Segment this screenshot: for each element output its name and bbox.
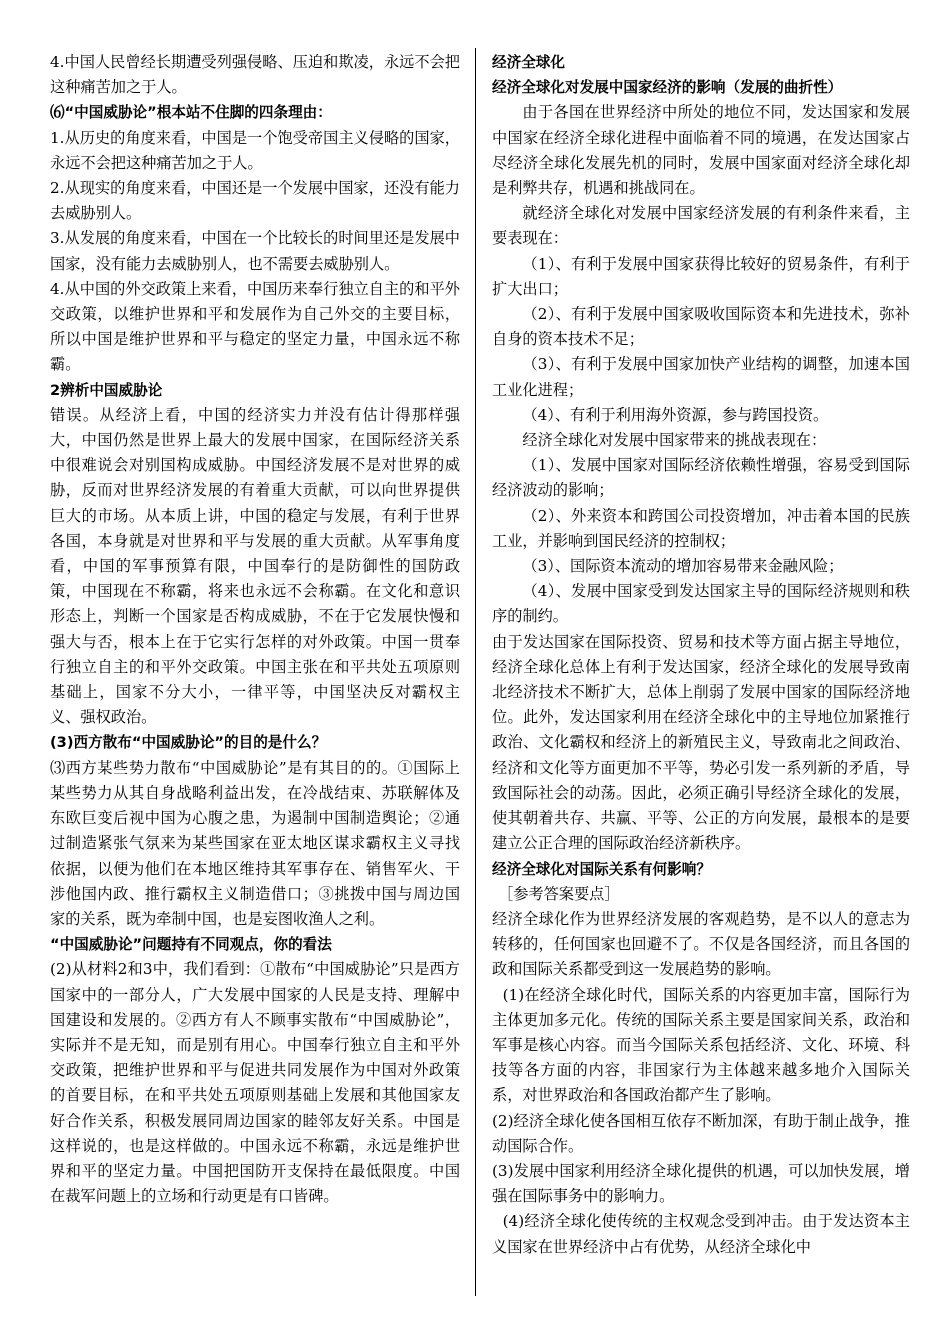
- right-heading: 经济全球化对发展中国家经济的影响（发展的曲折性）: [492, 79, 843, 97]
- right-paragraph: (4)经济全球化使传统的主权观念受到冲击。由于发达资本主义国家在世界经济中占有优势，从经济全球化中: [492, 1212, 910, 1256]
- left-heading: (3)西方散布“中国威胁论”的目的是什么？: [50, 734, 327, 752]
- left-paragraph: 4.中国人民曾经长期遭受列强侵略、压迫和欺凌，永远不会把这种痛苦加之于人。: [50, 53, 460, 97]
- left-paragraph: 4.从中国的外交政策上来看，中国历来奉行独立自主的和平外交政策，以维护世界和平和发展作为自己外交的主要目标，所以中国是维护世界和平与稳定的坚定力量，中国永远不称霸。: [50, 279, 460, 374]
- left-heading: 2辨析中国威胁论: [50, 381, 163, 399]
- right-paragraph: （4）、发展中国家受到发达国家主导的国际经济规则和秩序的制约。: [492, 582, 910, 626]
- right-heading: 经济全球化对国际关系有何影响？: [492, 860, 711, 878]
- left-heading: “中国威胁论”问题持有不同观点，你的看法: [50, 936, 332, 954]
- left-paragraph: 1.从历史的角度来看，中国是一个饱受帝国主义侵略的国家，永远不会把这种痛苦加之于人。: [50, 128, 460, 172]
- right-paragraph: （4）、有利于利用海外资源，参与跨国投资。: [522, 405, 829, 424]
- left-paragraph: 2.从现实的角度来看，中国还是一个发展中国家，还没有能力去威胁别人。: [50, 179, 460, 223]
- right-paragraph: (1)在经济全球化时代，国际关系的内容更加丰富，国际行为主体更加多元化。传统的国际关系主要是国家间关系，政治和军事是核心内容。而当今国际关系包括经济、文化、环境、科技等各方面的内容，非国家行为主体越来越多地介入国际关系，对世界政治和各国政治都产生了影响。: [492, 985, 910, 1105]
- right-paragraph: （3）、国际资本流动的增加容易带来金融风险；: [522, 557, 844, 576]
- right-paragraph: （1）、有利于发展中国家获得比较好的贸易条件，有利于扩大出口；: [492, 254, 910, 298]
- right-paragraph: 经济全球化对发展中国家带来的挑战表现在：: [522, 431, 827, 450]
- right-heading: 经济全球化: [492, 54, 565, 71]
- right-paragraph: (3)发展中国家利用经济全球化提供的机遇，可以加快发展，增强在国际事务中的影响力。: [492, 1161, 910, 1206]
- left-column: [50, 50, 460, 1209]
- right-paragraph: 由于发达国家在国际投资、贸易和技术等方面占据主导地位，经济全球化总体上有利于发达国家，经济全球化的发展导致南北经济技术不断扩大，总体上削弱了发展中国家的国际经济地位。此外，发达国家利用在经济全球化中的主导地位加紧推行政治、文化霸权和经济上的新殖民主义，导致南北之间政治、经济和文化等方面更加不平等，势必引发一系列新的矛盾，导致国际社会的动荡。因此，必须正确引导经济全球化的发展，使其朝着共存、共赢、平等、公正的方向发展，最根本的是要建立公正合理的国际政治经济新秩序。: [492, 632, 910, 853]
- left-heading: ⑹“中国威胁论”根本站不住脚的四条理由：: [50, 104, 332, 122]
- right-column: [492, 50, 910, 1260]
- right-paragraph: （1）、发展中国家对国际经济依赖性增强，容易受到国际经济波动的影响；: [492, 456, 910, 500]
- right-paragraph: 由于各国在世界经济中所处的地位不同，发达国家和发展中国家在经济全球化进程中面临着不同的境遇，在发达国家占尽经济全球化发展先机的同时，发展中国家面对经济全球化却是利弊共存，机遇和挑战同在。: [492, 103, 910, 198]
- right-note-label: ［参考答案要点］: [498, 884, 620, 903]
- left-paragraph: 3.从发展的角度来看，中国在一个比较长的时间里还是发展中国家，没有能力去威胁别人，也不需要去威胁别人。: [50, 229, 460, 273]
- right-paragraph: 经济全球化作为世界经济发展的客观趋势，是不以人的意志为转移的，任何国家也回避不了。不仅是各国经济，而且各国的政和国际关系都受到这一发展趋势的影响。: [492, 909, 910, 979]
- right-paragraph: （2）、外来资本和跨国公司投资增加，冲击着本国的民族工业，并影响到国民经济的控制权；: [492, 506, 910, 550]
- right-paragraph: （2）、有利于发展中国家吸收国际资本和先进技术，弥补自身的资本技术不足；: [492, 305, 910, 349]
- right-paragraph: （3）、有利于发展中国家加快产业结构的调整，加速本国工业化进程；: [492, 355, 910, 399]
- left-paragraph: ⑶西方某些势力散布“中国威胁论”是有其目的的。①国际上某些势力从其自身战略利益出发，在冷战结束、苏联解体及东欧巨变后视中国为心腹之患，为遏制中国制造舆论；②通过制造紧张气氛来为某些国家在亚太地区谋求霸权主义寻找依据，以便为他们在本地区维持其军事存在、销售军火、干涉他国内政、推行霸权主义制造借口；③挑拨中国与周边国家的关系，既为牵制中国，也是妄图收渔人之利。: [50, 758, 460, 928]
- left-paragraph: 错误。从经济上看，中国的经济实力并没有估计得那样强大，中国仍然是世界上最大的发展中国家，在国际经济关系中很难说会对别国构成威胁。中国经济发展不是对世界的威胁，反而对世界经济发展的有着重大贡献，可以向世界提供巨大的市场。从本质上讲，中国的稳定与发展，有利于世界各国，本身就是对世界和平与发展的重大贡献。从军事角度看，中国的军事预算有限，中国奉行的是防御性的国防政策，中国现在不称霸，将来也永远不会称霸。在文化和意识形态上，判断一个国家是否构成威胁，不在于它发展快慢和强大与否，根本上在于它实行怎样的对外政策。中国一贯奉行独立自主的和平外交政策。中国主张在和平共处五项原则基础上，国家不分大小，一律平等，中国坚决反对霸权主义、强权政治。: [50, 405, 460, 727]
- left-paragraph: (2)从材料2和3中，我们看到：①散布“中国威胁论”只是西方国家中的一部分人，广大发展中国家的人民是支持、理解中国建设和发展的。②西方有人不顾事实散布“中国威胁论”，实际并不是无知，而是别有用心。中国奉行独立自主和平外交政策，把维护世界和平与促进共同发展作为中国对外政策的首要目标，在和平共处五项原则基础上发展和其他国家友好合作关系，积极发展同周边国家的睦邻友好关系。中国是这样说的，也是这样做的。中国永远不称霸，永远是维护世界和平的坚定力量。中国把国防开支保持在最低限度。中国在裁军问题上的立场和行动更是有口皆碑。: [50, 960, 460, 1206]
- right-paragraph: 就经济全球化对发展中国家经济发展的有利条件来看，主要表现在：: [492, 204, 910, 248]
- column-divider: [475, 48, 476, 1296]
- right-paragraph: (2)经济全球化使各国相互依存不断加深，有助于制止战争，推动国际合作。: [492, 1111, 910, 1155]
